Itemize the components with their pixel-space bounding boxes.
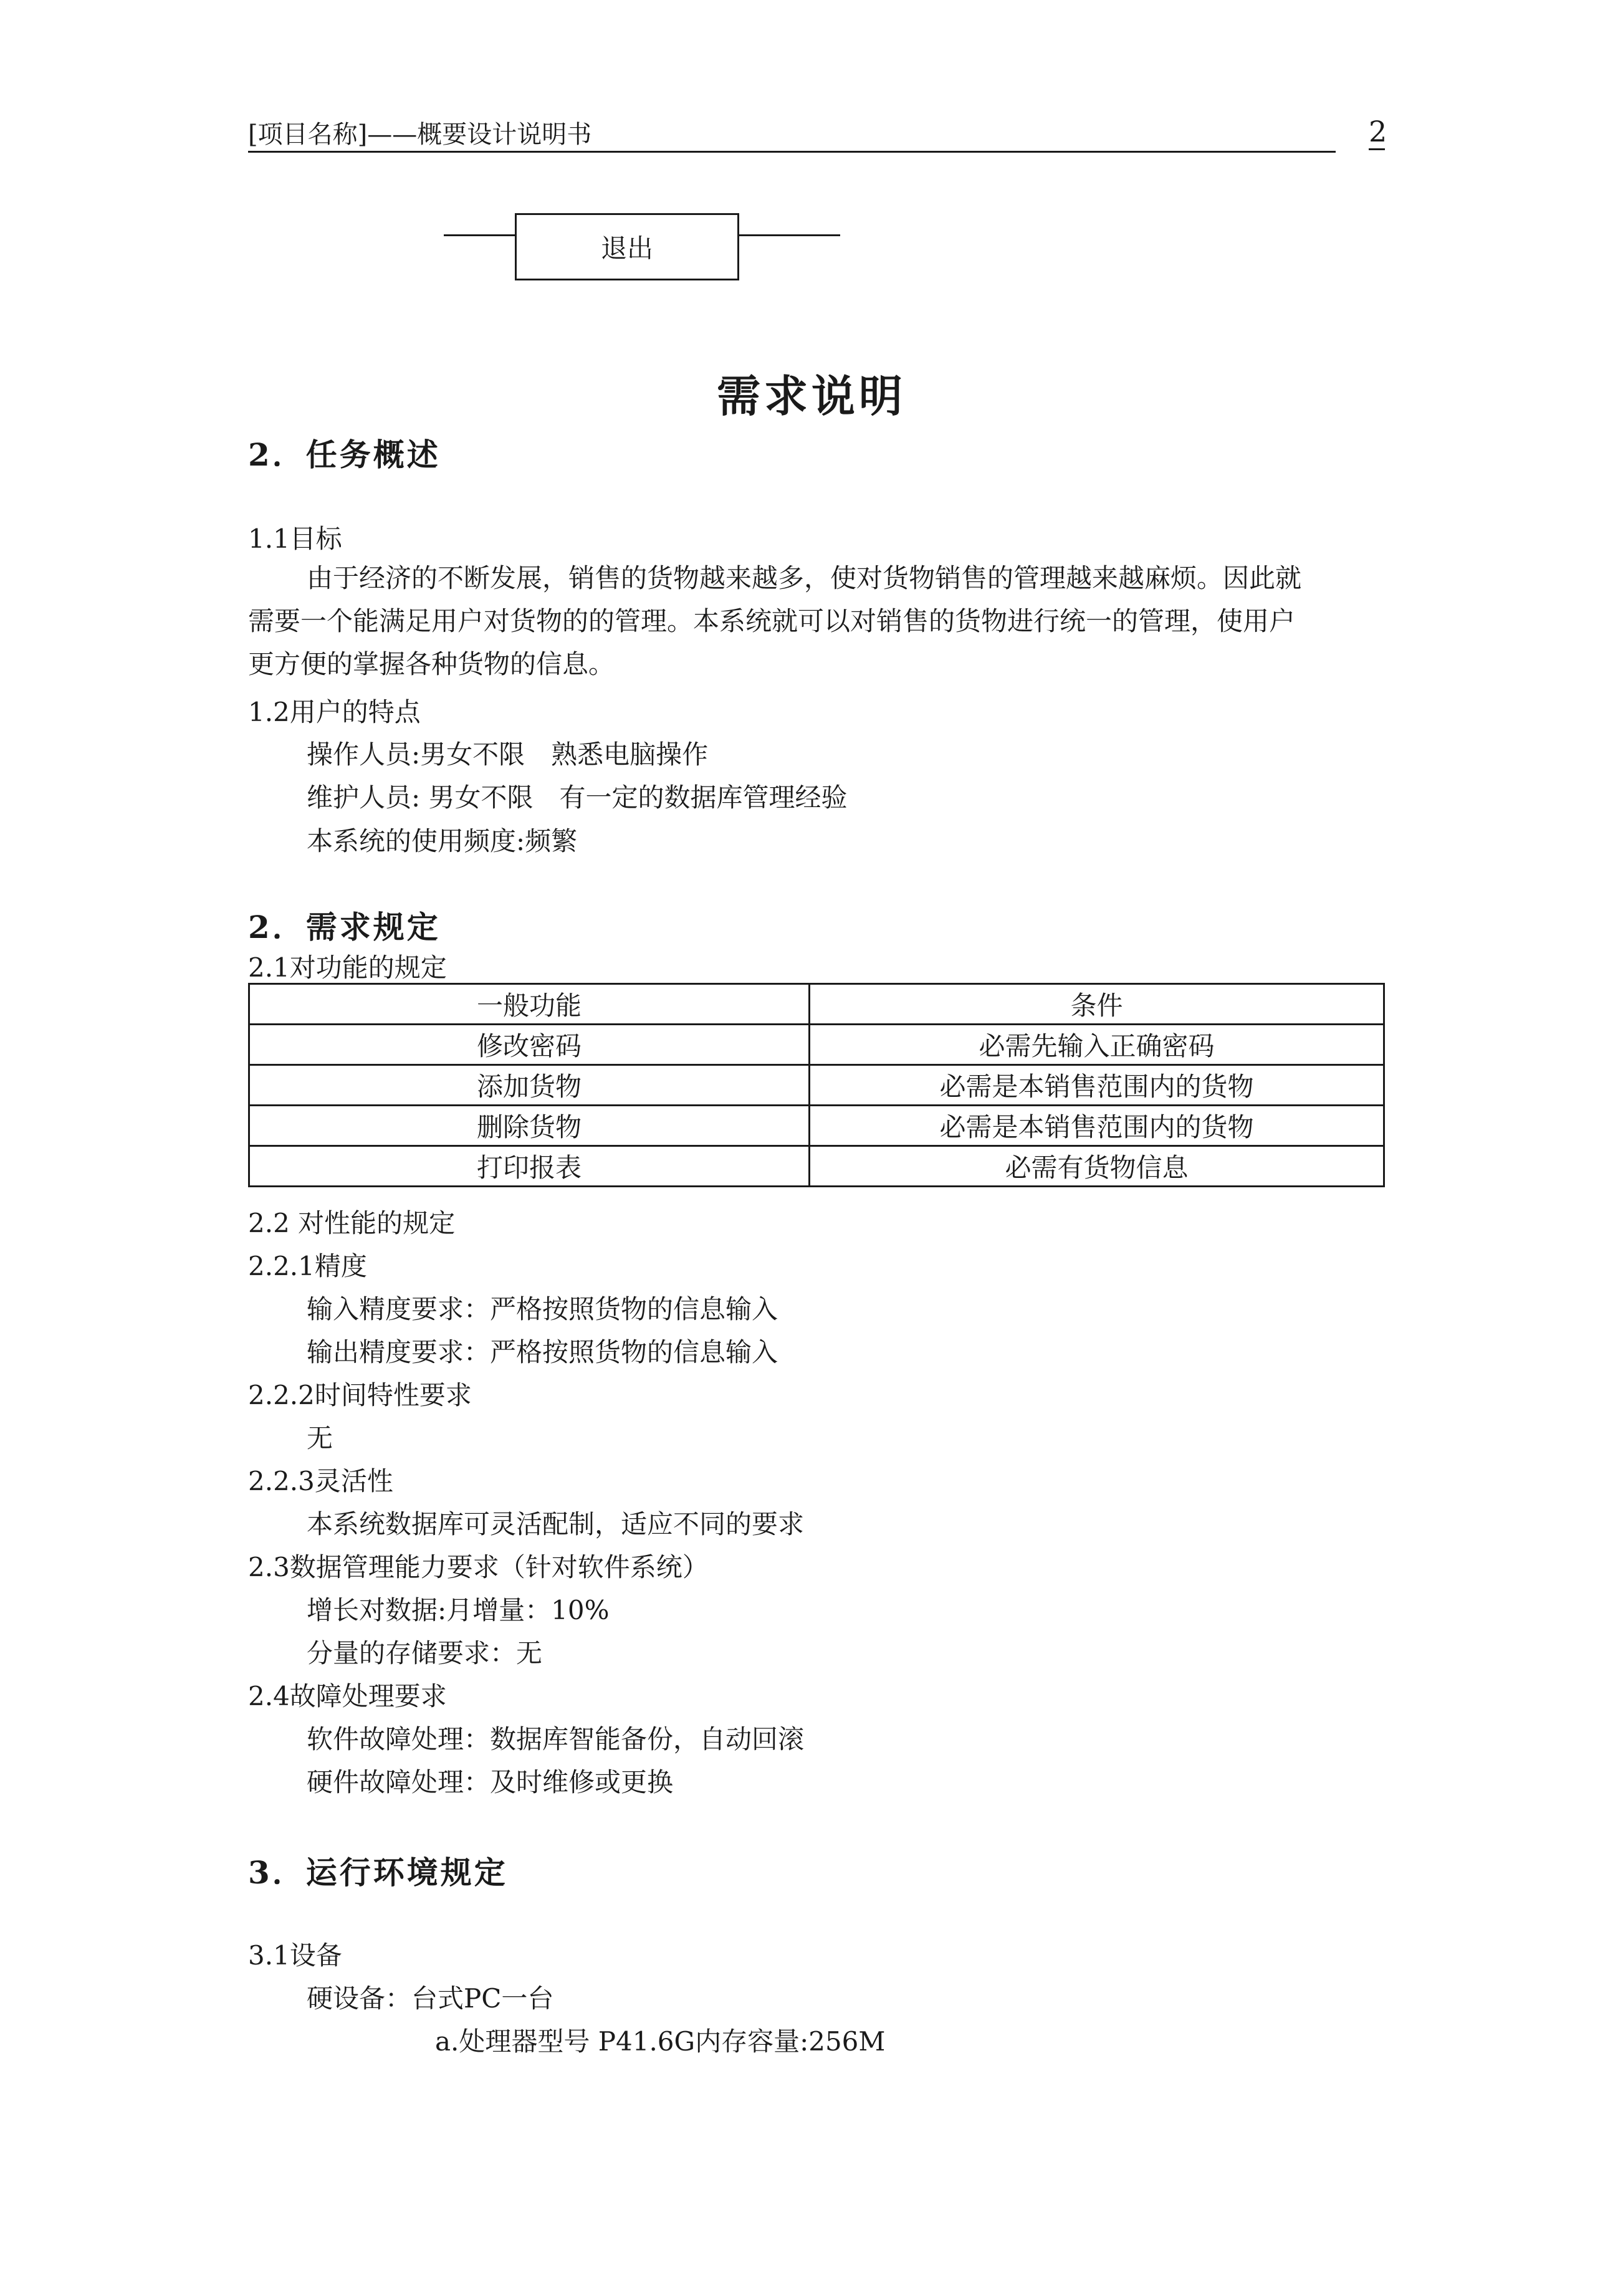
flowchart-connector-left: [444, 234, 515, 236]
precision-output: 输出精度要求：严格按照货物的信息输入: [307, 1337, 778, 1367]
goal-paragraph-line-1: 由于经济的不断发展，销售的货物越来越多，使对货物销售的管理越来越麻烦。因此就: [307, 563, 1302, 593]
flowchart-exit-box: [515, 213, 739, 280]
label-performance-spec: 2.2 对性能的规定: [248, 1208, 456, 1238]
flexibility-value: 本系统数据库可灵活配制，适应不同的要求: [307, 1509, 805, 1539]
label-user-traits: 1.2用户的特点: [248, 697, 421, 727]
flowchart-connector-right: [739, 234, 840, 236]
table-row: [249, 1146, 1384, 1187]
label-data-management: 2.3数据管理能力要求（针对软件系统）: [248, 1552, 709, 1582]
table-cell: 必需是本销售范围内的货物: [810, 1106, 1384, 1146]
goal-paragraph-line-3: 更方便的掌握各种货物的信息。: [248, 649, 615, 679]
table-cell: 必需先输入正确密码: [810, 1025, 1384, 1065]
header-rule: [248, 151, 1336, 153]
label-precision: 2.2.1精度: [248, 1251, 367, 1281]
fault-software: 软件故障处理：数据库智能备份，自动回滚: [307, 1724, 805, 1754]
page-number-underline: [1369, 148, 1385, 150]
table-row: [249, 1025, 1384, 1065]
table-cell: 必需有货物信息: [810, 1146, 1384, 1187]
heading-requirements: 2．需求规定: [248, 909, 441, 945]
data-storage: 分量的存储要求：无: [307, 1638, 543, 1668]
table-header-row: [249, 984, 1384, 1025]
table-header-cell: 条件: [810, 984, 1384, 1025]
user-trait-operator: 操作人员:男女不限 熟悉电脑操作: [307, 739, 709, 770]
fault-hardware: 硬件故障处理：及时维修或更换: [307, 1767, 674, 1797]
user-trait-maintainer: 维护人员: 男女不限 有一定的数据库管理经验: [307, 782, 848, 813]
label-equipment: 3.1设备: [248, 1940, 342, 1971]
table-header-cell: 一般功能: [249, 984, 810, 1025]
section-main-title: 需求说明: [717, 370, 906, 422]
equipment-hardware: 硬设备：台式PC一台: [307, 1983, 554, 2014]
page-number: 2: [1369, 115, 1387, 148]
function-table: [248, 983, 1385, 1187]
label-goal: 1.1目标: [248, 524, 342, 554]
table-cell: 必需是本销售范围内的货物: [810, 1065, 1384, 1106]
table-cell: 修改密码: [249, 1025, 810, 1065]
label-fault-handling: 2.4故障处理要求: [248, 1681, 447, 1711]
flowchart-exit-label: 退出: [600, 233, 653, 264]
equipment-cpu: a.处理器型号 P41.6G内存容量:256M: [435, 2026, 886, 2057]
table-row: [249, 1065, 1384, 1106]
heading-task-overview: 2．任务概述: [248, 436, 441, 473]
label-function-spec: 2.1对功能的规定: [248, 952, 447, 983]
table-row: [249, 1106, 1384, 1146]
label-time-requirements: 2.2.2时间特性要求: [248, 1380, 472, 1410]
label-flexibility: 2.2.3灵活性: [248, 1466, 393, 1496]
heading-runtime-environment: 3．运行环境规定: [248, 1854, 508, 1891]
goal-paragraph-line-2: 需要一个能满足用户对货物的的管理。本系统就可以对销售的货物进行统一的管理，使用户: [248, 606, 1296, 636]
time-requirements-value: 无: [307, 1423, 333, 1453]
table-cell: 删除货物: [249, 1106, 810, 1146]
data-growth: 增长对数据:月增量：10%: [307, 1595, 610, 1625]
table-cell: 打印报表: [249, 1146, 810, 1187]
user-trait-frequency: 本系统的使用频度:频繁: [307, 826, 578, 856]
table-cell: 添加货物: [249, 1065, 810, 1106]
document-header-title: [项目名称]——概要设计说明书: [248, 120, 592, 149]
precision-input: 输入精度要求：严格按照货物的信息输入: [307, 1294, 778, 1324]
